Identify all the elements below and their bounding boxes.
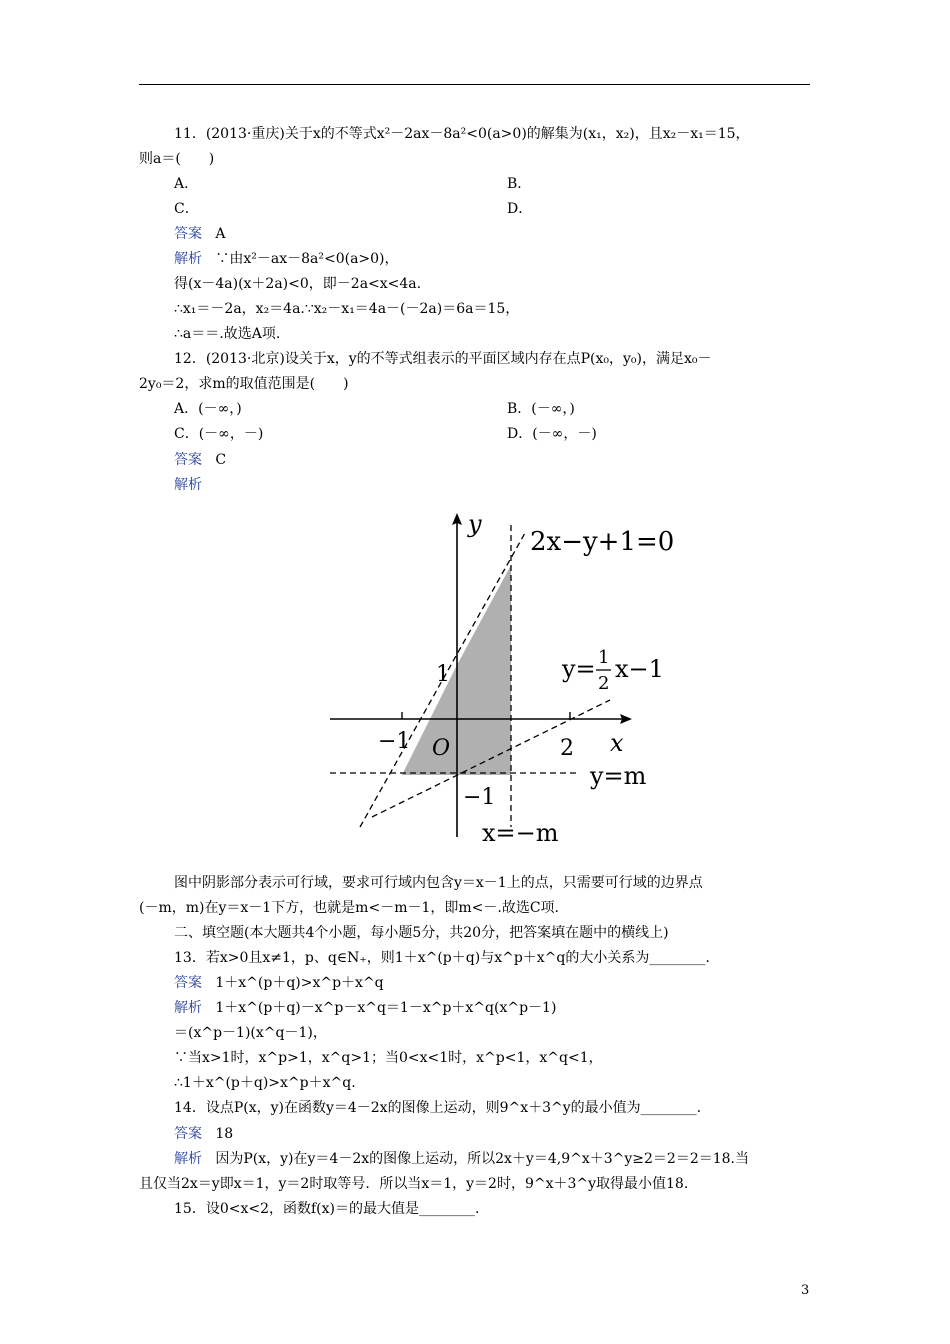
q12-option-c: C．(－∞，－) bbox=[174, 426, 264, 442]
q11-option-b: B． bbox=[507, 176, 532, 192]
section-heading: 二、填空题(本大题共4个小题，每小题5分，共20分，把答案填在题中的横线上) bbox=[174, 925, 669, 941]
q14-analysis-line2: 且仅当2x＝y即x＝1，y＝2时取等号．所以当x＝1，y＝2时，9^x＋3^y取得最小值18. bbox=[139, 1176, 689, 1192]
q11-option-d: D． bbox=[507, 201, 533, 217]
q11-analysis-line2: 得(x－4a)(x＋2a)<0，即－2a<x<4a. bbox=[174, 276, 422, 292]
q11-stem-line2: 则a＝( ) bbox=[139, 151, 215, 167]
line2-prefix: y= bbox=[562, 655, 596, 683]
answer-label: 答案 bbox=[174, 975, 202, 991]
x-axis-label: x bbox=[610, 729, 624, 757]
origin-label: O bbox=[432, 736, 451, 761]
q11-option-c: C． bbox=[174, 201, 199, 217]
analysis-label: 解析 bbox=[174, 1000, 202, 1016]
q13-analysis-line1 bbox=[174, 999, 556, 1017]
q14-stem: 14．设点P(x，y)在函数y＝4－2x的图像上运动，则9^x＋3^y的最小值为________. bbox=[174, 1100, 702, 1116]
q11-stem-line1: 11．(2013·重庆)关于x的不等式x²－2ax－8a²<0(a>0)的解集为(x₁，x₂)，且x₂－x₁＝15， bbox=[174, 126, 750, 142]
analysis-label: 解析 bbox=[174, 251, 202, 267]
line3-label: y=m bbox=[590, 762, 647, 790]
q11-option-a: A． bbox=[174, 176, 199, 192]
analysis-text: 因为P(x，y)在y＝4－2x的图像上运动，所以2x＋y＝4,9^x＋3^y≥2＝2＝2＝18.当 bbox=[215, 1151, 749, 1167]
line2-denominator: 2 bbox=[598, 673, 610, 694]
line2-suffix: x−1 bbox=[615, 655, 664, 683]
q13-answer bbox=[174, 974, 384, 992]
y-axis-label: y bbox=[468, 510, 482, 538]
q12-option-d: D．(－∞，－) bbox=[507, 426, 597, 442]
tick-label-x-neg1: −1 bbox=[378, 729, 411, 754]
q12-option-b: B．(－∞，) bbox=[507, 401, 575, 417]
q14-analysis-line1 bbox=[174, 1150, 749, 1168]
answer-value: 18 bbox=[215, 1126, 234, 1142]
answer-label: 答案 bbox=[174, 226, 202, 242]
q11-analysis-line4: ∴a＝＝.故选A项. bbox=[174, 326, 281, 342]
answer-value: A bbox=[215, 226, 226, 242]
feasible-region-figure bbox=[320, 505, 680, 845]
q13-analysis-line4: ∴1＋x^(p＋q)>x^p＋x^q. bbox=[174, 1075, 356, 1091]
q12-stem-line2: 2y₀＝2，求m的取值范围是( ) bbox=[139, 376, 349, 392]
q12-stem-line1: 12．(2013·北京)设关于x，y的不等式组表示的平面区域内存在点P(x₀，y₀)，满足x₀－ bbox=[174, 351, 712, 367]
q12-analysis-text-line1: 图中阴影部分表示可行域，要求可行域内包含y＝x－1上的点，只需要可行域的边界点 bbox=[174, 875, 703, 891]
answer-value: 1＋x^(p＋q)>x^p＋x^q bbox=[215, 975, 384, 991]
q12-analysis-text-line2: (－m，m)在y＝x－1下方，也就是m<－m－1，即m<－.故选C项. bbox=[139, 900, 559, 916]
answer-label: 答案 bbox=[174, 1126, 202, 1142]
analysis-text: 1＋x^(p＋q)－x^p－x^q＝1－x^p＋x^q(x^p－1) bbox=[215, 1000, 557, 1016]
analysis-label: 解析 bbox=[174, 1151, 202, 1167]
line1-label: 2x−y+1=0 bbox=[530, 527, 675, 557]
analysis-text: ∵由x²－ax－8a²<0(a>0)， bbox=[215, 251, 399, 267]
page-number: 3 bbox=[801, 1283, 810, 1298]
q13-stem: 13．若x>0且x≠1，p、q∈N₊，则1＋x^(p＋q)与x^p＋x^q的大小关系为________. bbox=[174, 950, 710, 966]
line2-numerator: 1 bbox=[598, 647, 610, 668]
q15-stem: 15．设0<x<2，函数f(x)＝的最大值是________. bbox=[174, 1201, 480, 1217]
q11-analysis-line3: ∴x₁＝－2a，x₂＝4a.∵x₂－x₁＝4a－(－2a)＝6a＝15， bbox=[174, 301, 520, 317]
answer-value: C bbox=[215, 452, 227, 468]
q12-option-a: A．(－∞，) bbox=[174, 401, 242, 417]
q14-answer bbox=[174, 1125, 233, 1143]
q12-answer bbox=[174, 451, 226, 469]
tick-label-x-2: 2 bbox=[560, 736, 574, 761]
line4-label: x=−m bbox=[482, 819, 559, 845]
q11-analysis-line1 bbox=[174, 250, 399, 268]
tick-label-y-neg1: −1 bbox=[463, 785, 496, 810]
q11-answer bbox=[174, 225, 225, 243]
q13-analysis-line3: ∵当x>1时，x^p>1，x^q>1；当0<x<1时，x^p<1，x^q<1， bbox=[174, 1050, 603, 1066]
tick-label-y-1: 1 bbox=[436, 662, 450, 687]
header-rule bbox=[139, 84, 810, 85]
answer-label: 答案 bbox=[174, 452, 202, 468]
q12-analysis-label: 解析 bbox=[174, 477, 202, 493]
q13-analysis-line2: ＝(x^p－1)(x^q－1)， bbox=[174, 1025, 327, 1041]
